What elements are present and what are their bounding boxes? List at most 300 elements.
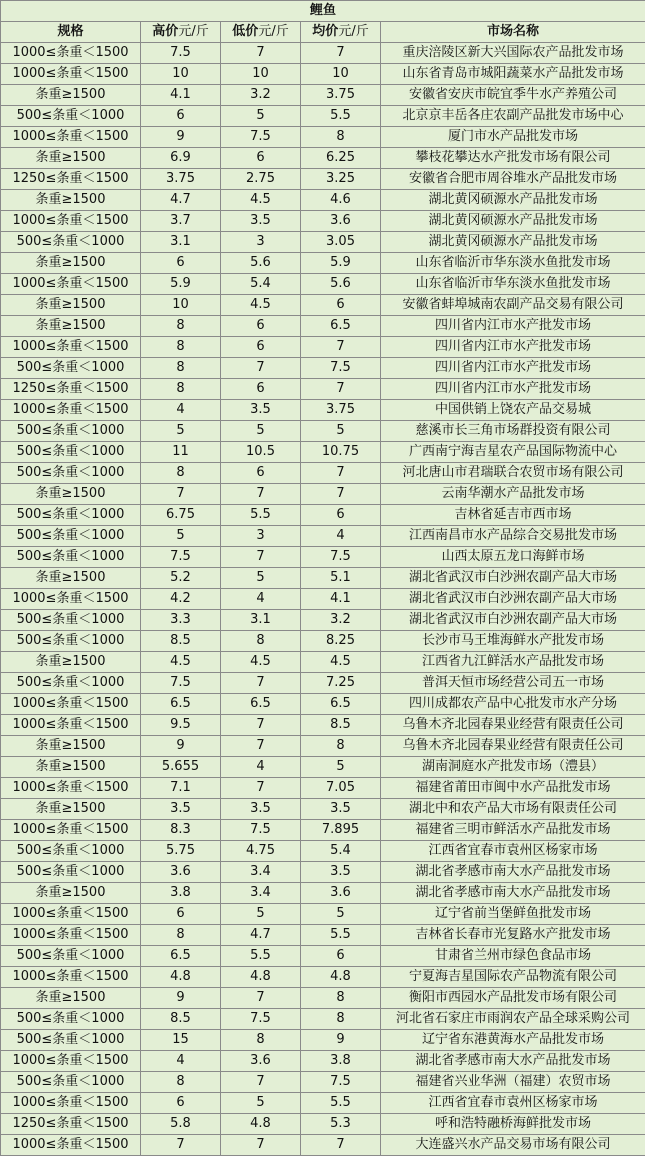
cell-spec: 条重≥1500 [1, 484, 141, 505]
cell-spec: 条重≥1500 [1, 736, 141, 757]
cell-avg-price: 5.9 [301, 253, 381, 274]
cell-market-name: 云南华潮水产品批发市场 [381, 484, 645, 505]
table-row [1, 43, 645, 64]
cell-low-price: 5 [221, 421, 301, 442]
cell-low-price: 5 [221, 1093, 301, 1114]
table-row [1, 232, 645, 253]
cell-high-price: 3.6 [141, 862, 221, 883]
table-row [1, 715, 645, 736]
cell-market-name: 福建省兴业华洲（福建）农贸市场 [381, 1072, 645, 1093]
cell-high-price: 6 [141, 1093, 221, 1114]
cell-avg-price: 6.5 [301, 316, 381, 337]
table-row [1, 946, 645, 967]
cell-avg-price: 3.6 [301, 211, 381, 232]
cell-spec: 1000≤条重＜1500 [1, 64, 141, 85]
cell-market-name: 湖北省武汉市白沙洲农副产品大市场 [381, 589, 645, 610]
cell-low-price: 10.5 [221, 442, 301, 463]
cell-avg-price: 4.1 [301, 589, 381, 610]
table-row [1, 106, 645, 127]
cell-high-price: 6.9 [141, 148, 221, 169]
cell-market-name: 衡阳市西园水产品批发市场有限公司 [381, 988, 645, 1009]
cell-avg-price: 5.4 [301, 841, 381, 862]
header-high-price [141, 22, 221, 43]
cell-low-price: 3 [221, 526, 301, 547]
cell-high-price: 5.8 [141, 1114, 221, 1135]
header-low-price-label: 低价 [232, 24, 259, 39]
table-row [1, 1114, 645, 1135]
cell-spec: 1000≤条重＜1500 [1, 1051, 141, 1072]
cell-market-name: 慈溪市长三角市场群投资有限公司 [381, 421, 645, 442]
cell-spec: 1000≤条重＜1500 [1, 400, 141, 421]
cell-avg-price: 3.5 [301, 799, 381, 820]
cell-low-price: 3.2 [221, 85, 301, 106]
cell-spec: 500≤条重＜1000 [1, 631, 141, 652]
table-row [1, 484, 645, 505]
table-row [1, 547, 645, 568]
cell-low-price: 4.75 [221, 841, 301, 862]
cell-low-price: 5.5 [221, 505, 301, 526]
cell-avg-price: 7.5 [301, 547, 381, 568]
cell-low-price: 10 [221, 64, 301, 85]
cell-high-price: 11 [141, 442, 221, 463]
cell-market-name: 湖北省武汉市白沙洲农副产品大市场 [381, 610, 645, 631]
cell-avg-price: 5 [301, 904, 381, 925]
table-row [1, 442, 645, 463]
table-row [1, 1051, 645, 1072]
cell-low-price: 7 [221, 1072, 301, 1093]
table-row [1, 148, 645, 169]
cell-market-name: 大连盛兴水产品交易市场有限公司 [381, 1135, 645, 1156]
cell-avg-price: 7 [301, 463, 381, 484]
header-spec-label: 规格 [57, 24, 84, 39]
cell-high-price: 7.5 [141, 43, 221, 64]
cell-spec: 500≤条重＜1000 [1, 547, 141, 568]
table-row [1, 694, 645, 715]
cell-high-price: 9 [141, 127, 221, 148]
table-title: 鲤鱼 [1, 1, 645, 22]
cell-avg-price: 3.6 [301, 883, 381, 904]
cell-spec: 条重≥1500 [1, 85, 141, 106]
table-row [1, 820, 645, 841]
table-row [1, 85, 645, 106]
cell-high-price: 3.7 [141, 211, 221, 232]
header-avg-price-label: 均价 [312, 24, 339, 39]
cell-high-price: 8 [141, 358, 221, 379]
cell-high-price: 8 [141, 1072, 221, 1093]
table-row [1, 505, 645, 526]
cell-low-price: 7 [221, 778, 301, 799]
cell-low-price: 3.5 [221, 211, 301, 232]
cell-high-price: 8 [141, 316, 221, 337]
cell-low-price: 7 [221, 988, 301, 1009]
cell-avg-price: 7.5 [301, 1072, 381, 1093]
cell-spec: 条重≥1500 [1, 295, 141, 316]
cell-market-name: 四川省内江市水产批发市场 [381, 316, 645, 337]
cell-avg-price: 6 [301, 505, 381, 526]
cell-avg-price: 8.5 [301, 715, 381, 736]
cell-low-price: 6.5 [221, 694, 301, 715]
cell-spec: 1000≤条重＜1500 [1, 820, 141, 841]
cell-spec: 500≤条重＜1000 [1, 673, 141, 694]
cell-high-price: 6 [141, 106, 221, 127]
cell-avg-price: 7 [301, 379, 381, 400]
table-row [1, 64, 645, 85]
cell-avg-price: 7 [301, 484, 381, 505]
cell-low-price: 7.5 [221, 127, 301, 148]
cell-spec: 500≤条重＜1000 [1, 442, 141, 463]
cell-market-name: 普洱天恒市场经营公司五一市场 [381, 673, 645, 694]
cell-market-name: 湖北省武汉市白沙洲农副产品大市场 [381, 568, 645, 589]
cell-market-name: 山东省临沂市华东淡水鱼批发市场 [381, 274, 645, 295]
cell-high-price: 7.1 [141, 778, 221, 799]
cell-spec: 500≤条重＜1000 [1, 505, 141, 526]
cell-spec: 条重≥1500 [1, 148, 141, 169]
cell-spec: 500≤条重＜1000 [1, 946, 141, 967]
cell-avg-price: 5 [301, 757, 381, 778]
cell-market-name: 湖北中和农产品大市场有限责任公司 [381, 799, 645, 820]
cell-high-price: 8 [141, 463, 221, 484]
cell-low-price: 7 [221, 1135, 301, 1156]
cell-high-price: 5 [141, 421, 221, 442]
cell-market-name: 江西省宜春市袁州区杨家市场 [381, 1093, 645, 1114]
table-row [1, 589, 645, 610]
cell-low-price: 4.5 [221, 295, 301, 316]
cell-low-price: 4.7 [221, 925, 301, 946]
table-row [1, 190, 645, 211]
cell-low-price: 7 [221, 358, 301, 379]
cell-avg-price: 8 [301, 736, 381, 757]
cell-avg-price: 3.05 [301, 232, 381, 253]
cell-avg-price: 5.1 [301, 568, 381, 589]
table-row [1, 400, 645, 421]
cell-low-price: 8 [221, 631, 301, 652]
table-body [1, 43, 645, 1156]
table-row [1, 1009, 645, 1030]
cell-high-price: 3.3 [141, 610, 221, 631]
cell-high-price: 3.1 [141, 232, 221, 253]
cell-high-price: 10 [141, 64, 221, 85]
cell-high-price: 6 [141, 253, 221, 274]
cell-avg-price: 5.6 [301, 274, 381, 295]
cell-market-name: 山东省青岛市城阳蔬菜水产品批发市场 [381, 64, 645, 85]
cell-avg-price: 8 [301, 1009, 381, 1030]
cell-spec: 1250≤条重＜1500 [1, 169, 141, 190]
cell-low-price: 4.5 [221, 190, 301, 211]
cell-spec: 1000≤条重＜1500 [1, 1135, 141, 1156]
cell-low-price: 5 [221, 904, 301, 925]
table-row [1, 526, 645, 547]
cell-high-price: 4.5 [141, 652, 221, 673]
cell-high-price: 8 [141, 925, 221, 946]
cell-avg-price: 7.895 [301, 820, 381, 841]
cell-spec: 1000≤条重＜1500 [1, 778, 141, 799]
cell-low-price: 7 [221, 715, 301, 736]
cell-spec: 1000≤条重＜1500 [1, 43, 141, 64]
cell-high-price: 4 [141, 400, 221, 421]
table-row [1, 799, 645, 820]
header-avg-price-unit: 元/斤 [338, 24, 369, 39]
cell-spec: 条重≥1500 [1, 190, 141, 211]
cell-low-price: 6 [221, 337, 301, 358]
cell-low-price: 3.4 [221, 862, 301, 883]
table-row [1, 904, 645, 925]
cell-spec: 1000≤条重＜1500 [1, 967, 141, 988]
table-row [1, 358, 645, 379]
cell-spec: 条重≥1500 [1, 652, 141, 673]
table-row [1, 967, 645, 988]
table-row [1, 1072, 645, 1093]
cell-spec: 500≤条重＜1000 [1, 358, 141, 379]
table-row [1, 736, 645, 757]
cell-avg-price: 3.75 [301, 400, 381, 421]
cell-market-name: 中国供销上饶农产品交易城 [381, 400, 645, 421]
cell-market-name: 攀枝花攀达水产批发市场有限公司 [381, 148, 645, 169]
table-row [1, 862, 645, 883]
table-row [1, 337, 645, 358]
cell-avg-price: 7.5 [301, 358, 381, 379]
cell-low-price: 7.5 [221, 1009, 301, 1030]
cell-market-name: 湖北省孝感市南大水产品批发市场 [381, 1051, 645, 1072]
header-high-price-unit: 元/斤 [178, 24, 209, 39]
cell-spec: 500≤条重＜1000 [1, 463, 141, 484]
cell-market-name: 四川成都农产品中心批发市水产分场 [381, 694, 645, 715]
cell-spec: 1000≤条重＜1500 [1, 127, 141, 148]
cell-market-name: 湖南洞庭水产批发市场（澧县） [381, 757, 645, 778]
cell-market-name: 四川省内江市水产批发市场 [381, 337, 645, 358]
table-row [1, 673, 645, 694]
cell-market-name: 河北省石家庄市雨润农产品全球采购公司 [381, 1009, 645, 1030]
cell-market-name: 四川省内江市水产批发市场 [381, 358, 645, 379]
cell-low-price: 5.4 [221, 274, 301, 295]
cell-market-name: 北京京丰岳各庄农副产品批发市场中心 [381, 106, 645, 127]
cell-high-price: 6.5 [141, 694, 221, 715]
table-row [1, 1093, 645, 1114]
cell-low-price: 6 [221, 463, 301, 484]
table-row [1, 568, 645, 589]
cell-high-price: 9 [141, 988, 221, 1009]
cell-market-name: 湖北省孝感市南大水产品批发市场 [381, 862, 645, 883]
cell-avg-price: 10 [301, 64, 381, 85]
cell-high-price: 5.9 [141, 274, 221, 295]
cell-avg-price: 6.25 [301, 148, 381, 169]
cell-market-name: 江西南昌市水产品综合交易批发市场 [381, 526, 645, 547]
cell-high-price: 7.5 [141, 673, 221, 694]
cell-high-price: 4.7 [141, 190, 221, 211]
cell-low-price: 3 [221, 232, 301, 253]
cell-high-price: 3.75 [141, 169, 221, 190]
cell-low-price: 5.5 [221, 946, 301, 967]
cell-market-name: 吉林省长春市光复路水产批发市场 [381, 925, 645, 946]
cell-avg-price: 9 [301, 1030, 381, 1051]
table-row [1, 988, 645, 1009]
cell-market-name: 河北唐山市君瑞联合农贸市场有限公司 [381, 463, 645, 484]
cell-low-price: 7 [221, 43, 301, 64]
cell-low-price: 4.8 [221, 967, 301, 988]
cell-market-name: 长沙市马王堆海鲜水产批发市场 [381, 631, 645, 652]
cell-high-price: 8.5 [141, 1009, 221, 1030]
cell-market-name: 山西太原五龙口海鲜市场 [381, 547, 645, 568]
header-high-price-label: 高价 [152, 24, 179, 39]
cell-high-price: 6.75 [141, 505, 221, 526]
cell-low-price: 3.4 [221, 883, 301, 904]
cell-high-price: 4.1 [141, 85, 221, 106]
cell-high-price: 5.75 [141, 841, 221, 862]
cell-avg-price: 5.3 [301, 1114, 381, 1135]
table-row [1, 1135, 645, 1156]
cell-spec: 500≤条重＜1000 [1, 106, 141, 127]
cell-high-price: 5 [141, 526, 221, 547]
table-row [1, 379, 645, 400]
cell-avg-price: 6 [301, 946, 381, 967]
table-row [1, 778, 645, 799]
cell-high-price: 6.5 [141, 946, 221, 967]
cell-market-name: 湖北黄冈硕源水产品批发市场 [381, 232, 645, 253]
cell-market-name: 乌鲁木齐北园春果业经营有限责任公司 [381, 715, 645, 736]
cell-market-name: 辽宁省前当堡鲜鱼批发市场 [381, 904, 645, 925]
cell-spec: 条重≥1500 [1, 568, 141, 589]
cell-high-price: 9 [141, 736, 221, 757]
cell-low-price: 3.1 [221, 610, 301, 631]
cell-low-price: 3.5 [221, 400, 301, 421]
table-row [1, 274, 645, 295]
table-row [1, 169, 645, 190]
table-row [1, 841, 645, 862]
table-row [1, 295, 645, 316]
cell-high-price: 4.8 [141, 967, 221, 988]
cell-market-name: 湖北黄冈硕源水产品批发市场 [381, 190, 645, 211]
cell-spec: 1000≤条重＜1500 [1, 589, 141, 610]
cell-market-name: 甘肃省兰州市绿色食品市场 [381, 946, 645, 967]
header-market-name-label: 市场名称 [487, 24, 540, 39]
cell-avg-price: 8 [301, 127, 381, 148]
cell-low-price: 7 [221, 673, 301, 694]
header-market-name [381, 22, 645, 43]
cell-high-price: 9.5 [141, 715, 221, 736]
cell-avg-price: 6 [301, 295, 381, 316]
cell-spec: 1000≤条重＜1500 [1, 904, 141, 925]
cell-market-name: 安徽省安庆市皖宜季牛水产养殖公司 [381, 85, 645, 106]
cell-spec: 条重≥1500 [1, 883, 141, 904]
cell-high-price: 8.3 [141, 820, 221, 841]
cell-spec: 500≤条重＜1000 [1, 610, 141, 631]
cell-low-price: 5.6 [221, 253, 301, 274]
table-row [1, 610, 645, 631]
cell-avg-price: 7 [301, 337, 381, 358]
cell-low-price: 2.75 [221, 169, 301, 190]
cell-avg-price: 5.5 [301, 106, 381, 127]
cell-avg-price: 10.75 [301, 442, 381, 463]
cell-avg-price: 3.25 [301, 169, 381, 190]
table-row [1, 211, 645, 232]
table-row [1, 883, 645, 904]
cell-avg-price: 5.5 [301, 1093, 381, 1114]
cell-avg-price: 8 [301, 988, 381, 1009]
cell-spec: 1000≤条重＜1500 [1, 925, 141, 946]
cell-market-name: 安徽省合肥市周谷堆水产品批发市场 [381, 169, 645, 190]
cell-market-name: 厦门市水产品批发市场 [381, 127, 645, 148]
cell-spec: 500≤条重＜1000 [1, 1030, 141, 1051]
cell-spec: 1000≤条重＜1500 [1, 274, 141, 295]
cell-high-price: 5.2 [141, 568, 221, 589]
cell-spec: 条重≥1500 [1, 757, 141, 778]
cell-market-name: 乌鲁木齐北园春果业经营有限责任公司 [381, 736, 645, 757]
cell-high-price: 3.8 [141, 883, 221, 904]
cell-market-name: 山东省临沂市华东淡水鱼批发市场 [381, 253, 645, 274]
cell-spec: 500≤条重＜1000 [1, 841, 141, 862]
cell-avg-price: 3.2 [301, 610, 381, 631]
cell-market-name: 重庆涪陵区新大兴国际农产品批发市场 [381, 43, 645, 64]
cell-low-price: 4 [221, 757, 301, 778]
cell-high-price: 8.5 [141, 631, 221, 652]
cell-market-name: 安徽省蚌埠城南农副产品交易有限公司 [381, 295, 645, 316]
cell-market-name: 江西省宜春市袁州区杨家市场 [381, 841, 645, 862]
cell-avg-price: 6.5 [301, 694, 381, 715]
cell-spec: 条重≥1500 [1, 316, 141, 337]
cell-spec: 500≤条重＜1000 [1, 1009, 141, 1030]
cell-spec: 1000≤条重＜1500 [1, 211, 141, 232]
cell-low-price: 6 [221, 148, 301, 169]
table-row [1, 316, 645, 337]
cell-market-name: 四川省内江市水产批发市场 [381, 379, 645, 400]
cell-low-price: 3.6 [221, 1051, 301, 1072]
cell-spec: 条重≥1500 [1, 988, 141, 1009]
cell-avg-price: 5 [301, 421, 381, 442]
cell-spec: 500≤条重＜1000 [1, 421, 141, 442]
table-row [1, 757, 645, 778]
cell-spec: 1250≤条重＜1500 [1, 1114, 141, 1135]
cell-market-name: 辽宁省东港黄海水产品批发市场 [381, 1030, 645, 1051]
cell-high-price: 4.2 [141, 589, 221, 610]
cell-high-price: 6 [141, 904, 221, 925]
cell-avg-price: 8.25 [301, 631, 381, 652]
cell-high-price: 5.655 [141, 757, 221, 778]
cell-high-price: 7 [141, 1135, 221, 1156]
cell-low-price: 7 [221, 547, 301, 568]
cell-avg-price: 7 [301, 43, 381, 64]
cell-market-name: 宁夏海吉星国际农产品物流有限公司 [381, 967, 645, 988]
cell-avg-price: 4.6 [301, 190, 381, 211]
cell-high-price: 8 [141, 379, 221, 400]
cell-avg-price: 7.25 [301, 673, 381, 694]
table-row [1, 127, 645, 148]
cell-low-price: 3.5 [221, 799, 301, 820]
table-row [1, 925, 645, 946]
cell-low-price: 4 [221, 589, 301, 610]
cell-spec: 500≤条重＜1000 [1, 862, 141, 883]
cell-market-name: 广西南宁海吉星农产品国际物流中心 [381, 442, 645, 463]
header-low-price [221, 22, 301, 43]
cell-low-price: 4.8 [221, 1114, 301, 1135]
cell-spec: 1000≤条重＜1500 [1, 337, 141, 358]
cell-avg-price: 3.8 [301, 1051, 381, 1072]
header-low-price-unit: 元/斤 [258, 24, 289, 39]
cell-high-price: 15 [141, 1030, 221, 1051]
cell-avg-price: 3.75 [301, 85, 381, 106]
cell-market-name: 吉林省延吉市西市场 [381, 505, 645, 526]
cell-spec: 条重≥1500 [1, 253, 141, 274]
cell-high-price: 3.5 [141, 799, 221, 820]
cell-spec: 500≤条重＜1000 [1, 1072, 141, 1093]
cell-market-name: 江西省九江鲜活水产品批发市场 [381, 652, 645, 673]
cell-low-price: 7.5 [221, 820, 301, 841]
table-row [1, 463, 645, 484]
header-spec [1, 22, 141, 43]
cell-low-price: 8 [221, 1030, 301, 1051]
cell-spec: 500≤条重＜1000 [1, 526, 141, 547]
cell-avg-price: 3.5 [301, 862, 381, 883]
table-row [1, 421, 645, 442]
cell-high-price: 10 [141, 295, 221, 316]
